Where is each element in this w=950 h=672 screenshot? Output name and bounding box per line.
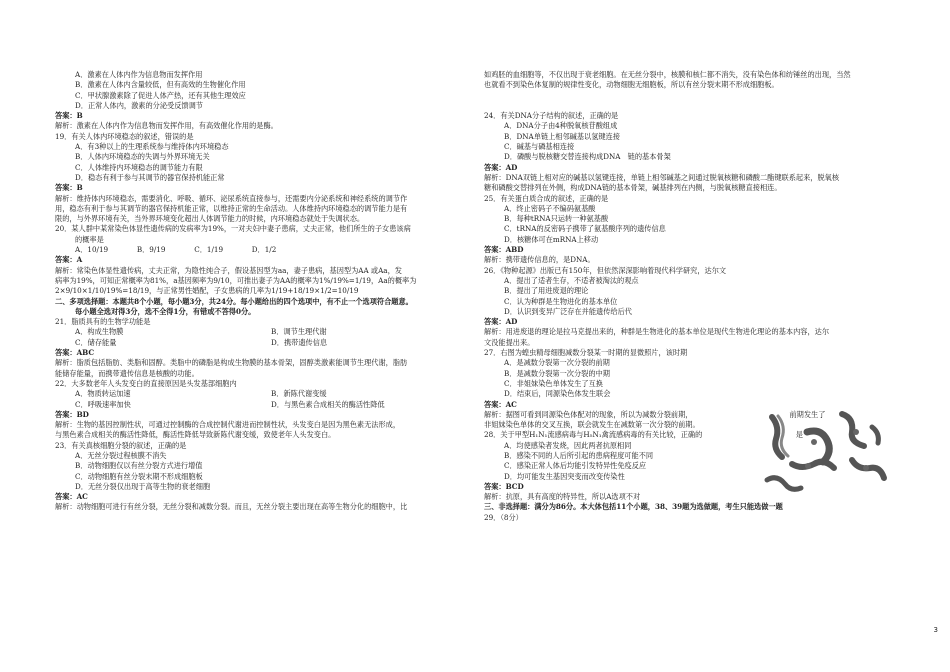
- text-line: A．是减数分裂第一次分裂的前期: [504, 358, 610, 368]
- text-line: 解析：生物的基因控制性状，可通过控制酶的合成控制代谢进而控制性状，头发变白是因为黑色素无法形成，: [55, 420, 401, 430]
- text-line: 限的，与外界环境有关，当外界环境变化超出人体调节能力的时候，内环境稳态就处于失调状态。: [55, 214, 365, 224]
- option-text: B．调节生理代谢: [271, 327, 327, 337]
- text-line: B．激素在人体内含量较低，但有高效的生物催化作用: [75, 80, 246, 90]
- text-line: 文没能提出来。: [484, 337, 535, 347]
- text-line: B．DNA单链上相邻碱基以氢键连接: [504, 131, 620, 141]
- text-line: 解析：脂质包括脂肪、类脂和固醇。类脂中的磷脂是构成生物膜的基本骨架，固醇类激素能调节生理代谢，脂肪: [55, 358, 408, 368]
- text-line: 答案：BCD: [484, 481, 524, 491]
- text-line: 答案：AD: [484, 162, 518, 172]
- text-line: C．认为种群是生物进化的基本单位: [504, 296, 618, 306]
- text-line: 答案：ABD: [484, 245, 524, 255]
- text-line: 25．有关蛋白质合成的叙述，正确的是: [484, 193, 609, 203]
- text-line: 26．《物种起源》出版已有150年，但依然深深影响着现代科学研究，达尔文: [484, 265, 727, 275]
- text-line: 解析：用进废退的理论是拉马克提出来的，种群是生物进化的基本单位是现代生物进化理论的基本内容，达尔: [484, 327, 830, 337]
- text-line: A．无丝分裂过程核膜不消失: [75, 450, 167, 460]
- option-text: A．构成生物膜: [75, 327, 124, 337]
- text-line: D．无丝分裂仅出现于高等生物的衰老细胞: [75, 481, 211, 491]
- text-line: 23．有关真核细胞分裂的叙述，正确的是: [55, 440, 187, 450]
- option-text: [271, 245, 467, 255]
- text-line: D．核糖体可在mRNA上移动: [504, 234, 599, 244]
- text-line: C．人体维持内环境稳态的调节能力有限: [75, 162, 203, 172]
- text-line: D．认识到变异广泛存在并能遗传给后代: [504, 306, 632, 316]
- option-text: D．与黑色素合成相关的酶活性降低: [271, 399, 385, 409]
- text-line: 答案：A: [55, 255, 83, 265]
- text-line: [55, 389, 467, 399]
- option-text: D．携带遗传信息: [271, 337, 328, 347]
- text-line: 非姐妹染色单体的交叉互换，联会就发生在减数第一次分裂的前期。: [484, 420, 700, 430]
- text-line: C．非姐妹染色单体发生了互换: [504, 378, 603, 388]
- text-line: D．正常人体内，激素的分泌受反馈调节: [75, 100, 203, 110]
- text-line: 答案：BD: [55, 409, 89, 419]
- text-line: [55, 338, 467, 348]
- option-text: C．储存能量: [75, 337, 117, 347]
- text-line: A．提出了适者生存，不适者被淘汰的观点: [504, 275, 639, 285]
- text-line: C．tRNA的反密码子携带了氨基酸序列的遗传信息: [504, 224, 666, 234]
- text-line: 解析：动物细胞可进行有丝分裂，无丝分裂和减数分裂。而且，无丝分裂主要出现在高等生物分化的细胞中，比: [55, 502, 408, 512]
- text-line: 解析：携带遗传信息的，是DNA。: [484, 255, 595, 265]
- text-line: 解析：常染色体显性遗传病，丈夫正常，为隐性纯合子，假设基因型为aa，妻子患病，基因型为AA 或Aa，发: [55, 265, 402, 275]
- text-line: B．每种tRNA只运转一种氨基酸: [504, 214, 609, 224]
- text-line: B．动物细胞仅以有丝分裂方式进行增值: [75, 461, 203, 471]
- text-line: B．提出了用进废退的理论: [504, 286, 589, 296]
- text-line: 19．有关人体内环境稳态的叙述，错误的是: [55, 131, 194, 141]
- text-line: 三、非选择题：满分为86分。本大体包括11个小题，38、39题为选做题，考生只能选做一题: [484, 502, 783, 512]
- text-line: 答案：AC: [484, 399, 517, 409]
- text-line: 解析：抗原，具有高度的特异性，所以A选项不对: [484, 492, 641, 502]
- text-line: 也就看不到染色体复制的规律性变化，动物细胞无细胞板，所以有丝分裂末期不形成细胞板。: [484, 80, 779, 90]
- text-line: [55, 245, 467, 255]
- text-line: [55, 327, 467, 337]
- text-line: D．稳态有利于参与其调节的器官保持机能正常: [75, 172, 225, 182]
- text-line: 解析：维持体内环境稳态，需要消化、呼吸、循环、泌尿系统直接参与，还需要内分泌系统和神经系统的调节作: [55, 193, 408, 203]
- text-line: 2×9/10×1/10/19%=18/19，与正常男性婚配，子女患病的几率为1/19+18/19×1/2=10/19: [55, 286, 359, 296]
- page-number: 3: [933, 626, 938, 634]
- text-line: D．结束后，同源染色体发生联会: [504, 389, 611, 399]
- text-line: 每小题全选对得3分，选不全得1分，有错或不答得0分。: [75, 306, 256, 316]
- text-line: 答案：B: [55, 183, 83, 193]
- text-line: A．DNA分子由4种脱氧核苷酸组成: [504, 121, 618, 131]
- text-line: A．终止密码子不编码氨基酸: [504, 203, 596, 213]
- text-line: 29．（8分）: [484, 512, 523, 522]
- text-line: A．均使感染者发烧，因此两者抗原相同: [504, 440, 632, 450]
- text-line: 20．某人群中某常染色体显性遗传病的发病率为19%，一对夫妇中妻子患病，丈夫正常，他们所生的子女患该病: [55, 224, 411, 234]
- text-line: 28．关于甲型H₁N₁流感病毒与H₅N₁禽流感病毒的有关比较，正确的 是: [484, 430, 803, 440]
- text-line: 答案：AC: [55, 492, 88, 502]
- option-text: B．新陈代谢变缓: [271, 389, 327, 399]
- text-line: 27．右图为蝗虫精母细胞减数分裂某一时期的显微照片，该时期: [484, 348, 688, 358]
- text-line: C．碱基与磷基相连接: [504, 142, 575, 152]
- text-line: B．感染不同的人后所引起的患病程度可能不同: [504, 450, 654, 460]
- text-line: 用，稳态有利于参与其调节的器官保持机能正常，以维持正常的生命活动。人体维持内环境稳态的调节能力是有: [55, 203, 408, 213]
- text-line: A．激素在人体内作为信息物而发挥作用: [75, 70, 203, 79]
- text-line: 答案：AD: [484, 317, 518, 327]
- text-line: 能储存能量，而携带遗传信息是核酸的功能。: [55, 368, 199, 378]
- text-line: B．是减数分裂第一次分裂的中期: [504, 368, 610, 378]
- text-line: [484, 91, 896, 101]
- chromosome-micrograph: [752, 402, 902, 502]
- text-line: 病率为19%，可知正常概率为81%，a基因频率为9/10，可推出妻子为AA的概率为1%/19%=1/19，Aa的概率为: [55, 275, 417, 285]
- text-line: 的概率是: [75, 234, 104, 244]
- text-line: 糖和磷酸交替排列在外侧，构成DNA链的基本骨架，碱基排列在内侧，与脱氧核糖直接相连。: [484, 183, 782, 193]
- text-line: 二、多项选择题：本题共8个小题，每小题3分，共24分。每小题给出的四个选项中，有不止一个选项符合题意。: [55, 296, 413, 306]
- text-line: 解析：据图可看到同源染色体配对的现象，所以为减数分裂前期， 前期发生了: [484, 409, 826, 419]
- text-line: [484, 101, 896, 111]
- text-line: 解析：DNA双链上相对应的碱基以氢键连接，单链上相邻碱基之间通过脱氧核糖和磷酸二酯键联系起来，脱氧核: [484, 172, 840, 182]
- text-line: D．均可能发生基因突变而改变传染性: [504, 471, 625, 481]
- option-text: A．10/19 B．9/19 C．1/19 D．1/2: [75, 245, 277, 255]
- text-line: 与黑色素合成相关的酶活性降低，酶活性降低导致新陈代谢变缓，致使老年人头发变白。: [55, 430, 336, 440]
- left-column: [55, 70, 467, 513]
- text-line: 21．脂质具有的生物学功能是: [55, 317, 151, 327]
- text-line: B．人体内环境稳态的失调与外界环境无关: [75, 152, 210, 162]
- text-line: [55, 400, 467, 410]
- text-line: 如鸡胚的血细胞等，不仅出现于衰老细胞。在无丝分裂中，核膜和核仁都不消失，没有染色体和纺锤丝的出现，当然: [484, 70, 851, 79]
- text-line: D．磷酸与脱核糖交替连接构成DNA 链的基本骨架: [504, 152, 671, 162]
- text-line: C．动物细胞有丝分裂末期不形成细胞板: [75, 471, 203, 481]
- option-text: C．呼吸速率加快: [75, 399, 131, 409]
- text-line: C．感染正常人体后均能引发特异性免疫反应: [504, 461, 647, 471]
- text-line: 答案：B: [55, 111, 83, 121]
- option-text: A．物质转运加速: [75, 389, 131, 399]
- text-line: A．有3种以上的生理系统参与维持体内环境稳态: [75, 142, 229, 152]
- text-line: C．甲状腺激素除了促进人体产热，还有其他生理效应: [75, 90, 246, 100]
- text-line: 解析：激素在人体内作为信息物而发挥作用，有高效催化作用的是酶。: [55, 121, 278, 131]
- text-line: 24．有关DNA分子结构的叙述，正确的是: [484, 111, 619, 121]
- text-line: 22．大多数老年人头发变白的直接原因是头发基部细胞内: [55, 378, 237, 388]
- text-line: 答案：ABC: [55, 348, 95, 358]
